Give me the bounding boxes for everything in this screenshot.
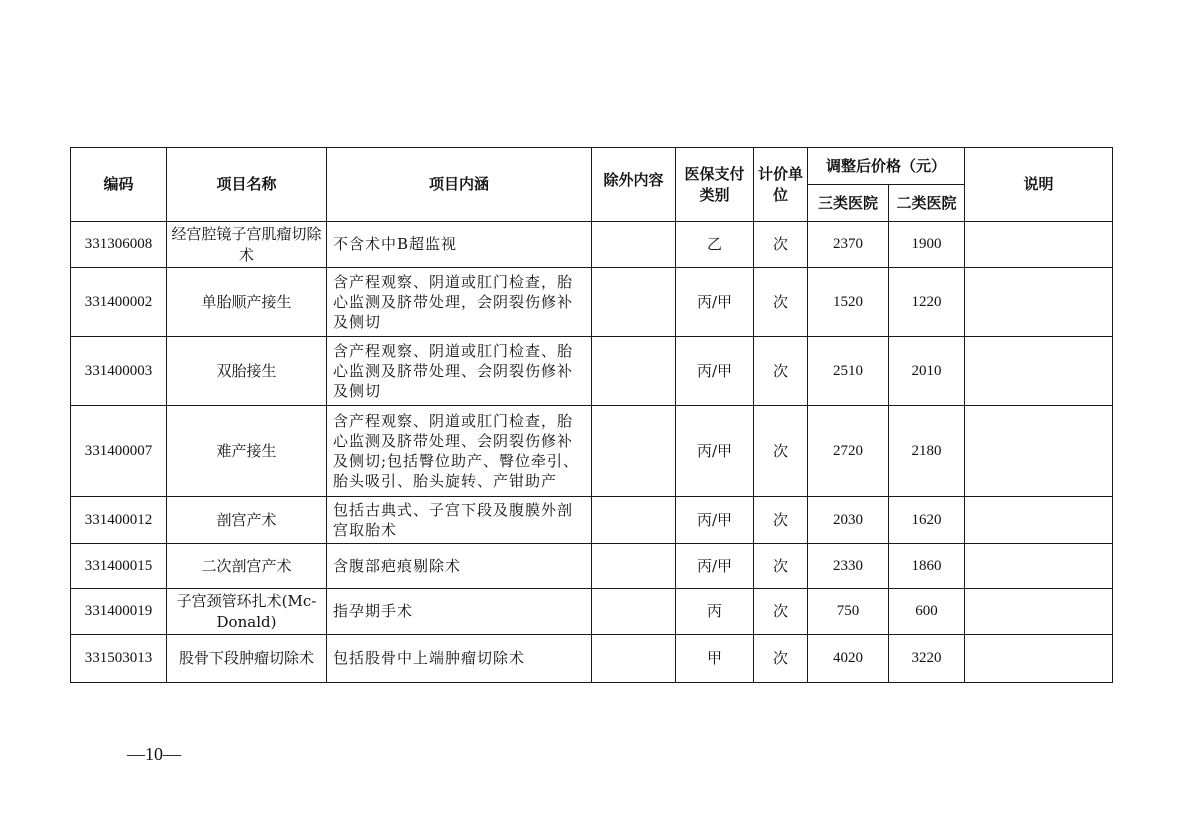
header-name: 项目名称: [167, 148, 327, 222]
cell-tier3-price: 1520: [808, 268, 889, 337]
cell-code: 331503013: [71, 635, 167, 683]
cell-unit: 次: [754, 406, 808, 497]
cell-exclusion: [592, 222, 676, 268]
cell-insurance: 丙/甲: [676, 497, 754, 544]
cell-tier2-price: 2180: [889, 406, 965, 497]
header-tier3: 三类医院: [808, 185, 889, 222]
cell-content: 含产程观察、阴道或肛门检查，胎心监测及脐带处理，会阴裂伤修补及侧切: [327, 268, 592, 337]
cell-tier2-price: 1620: [889, 497, 965, 544]
header-insurance: 医保支付类别: [676, 148, 754, 222]
cell-insurance: 丙/甲: [676, 268, 754, 337]
cell-name: 难产接生: [167, 406, 327, 497]
table-body: [71, 222, 1113, 683]
cell-name: 股骨下段肿瘤切除术: [167, 635, 327, 683]
cell-code: 331400012: [71, 497, 167, 544]
cell-note: [965, 337, 1113, 406]
cell-tier3-price: 2370: [808, 222, 889, 268]
cell-note: [965, 589, 1113, 635]
cell-unit: 次: [754, 497, 808, 544]
cell-note: [965, 497, 1113, 544]
table-row: [71, 635, 1113, 683]
cell-code: 331400007: [71, 406, 167, 497]
header-note: 说明: [965, 148, 1113, 222]
cell-tier3-price: 2030: [808, 497, 889, 544]
cell-exclusion: [592, 589, 676, 635]
cell-unit: 次: [754, 268, 808, 337]
table-row: [71, 589, 1113, 635]
cell-tier3-price: 2330: [808, 544, 889, 589]
table-row: [71, 406, 1113, 497]
cell-note: [965, 222, 1113, 268]
cell-tier2-price: 2010: [889, 337, 965, 406]
cell-tier2-price: 1220: [889, 268, 965, 337]
cell-name: 子宫颈管环扎术(Mc-Donald): [167, 589, 327, 635]
cell-unit: 次: [754, 544, 808, 589]
cell-unit: 次: [754, 222, 808, 268]
cell-insurance: 丙: [676, 589, 754, 635]
cell-tier2-price: 600: [889, 589, 965, 635]
cell-exclusion: [592, 337, 676, 406]
cell-content: 包括古典式、子宫下段及腹膜外剖宫取胎术: [327, 497, 592, 544]
cell-content: 指孕期手术: [327, 589, 592, 635]
cell-tier2-price: 1860: [889, 544, 965, 589]
fee-table: [70, 147, 1113, 683]
cell-name: 二次剖宫产术: [167, 544, 327, 589]
header-price-group: 调整后价格（元）: [808, 148, 965, 185]
cell-content: 含产程观察、阴道或肛门检查、胎心监测及脐带处理、会阴裂伤修补及侧切: [327, 337, 592, 406]
header-exclusion: 除外内容: [592, 148, 676, 222]
cell-code: 331400019: [71, 589, 167, 635]
header-tier2: 二类医院: [889, 185, 965, 222]
cell-note: [965, 544, 1113, 589]
table-row: [71, 268, 1113, 337]
header-unit: 计价单位: [754, 148, 808, 222]
cell-code: 331400015: [71, 544, 167, 589]
cell-name: 剖宫产术: [167, 497, 327, 544]
cell-insurance: 丙/甲: [676, 337, 754, 406]
cell-code: 331400002: [71, 268, 167, 337]
cell-insurance: 甲: [676, 635, 754, 683]
cell-content: 包括股骨中上端肿瘤切除术: [327, 635, 592, 683]
table-row: [71, 497, 1113, 544]
cell-note: [965, 635, 1113, 683]
cell-tier3-price: 2510: [808, 337, 889, 406]
cell-exclusion: [592, 635, 676, 683]
cell-insurance: 丙/甲: [676, 406, 754, 497]
table-row: [71, 544, 1113, 589]
cell-unit: 次: [754, 589, 808, 635]
cell-name: 经宫腔镜子宫肌瘤切除术: [167, 222, 327, 268]
cell-name: 单胎顺产接生: [167, 268, 327, 337]
header-content: 项目内涵: [327, 148, 592, 222]
cell-tier3-price: 4020: [808, 635, 889, 683]
cell-code: 331306008: [71, 222, 167, 268]
cell-code: 331400003: [71, 337, 167, 406]
table-row: [71, 222, 1113, 268]
cell-insurance: 乙: [676, 222, 754, 268]
cell-tier2-price: 3220: [889, 635, 965, 683]
header-code: 编码: [71, 148, 167, 222]
cell-content: 含产程观察、阴道或肛门检查，胎心监测及脐带处理、会阴裂伤修补及侧切;包括臀位助产、臀位牵引、胎头吸引、胎头旋转、产钳助产: [327, 406, 592, 497]
cell-tier3-price: 750: [808, 589, 889, 635]
page-number: —10—: [127, 744, 181, 764]
cell-tier2-price: 1900: [889, 222, 965, 268]
cell-content: 含腹部疤痕剔除术: [327, 544, 592, 589]
cell-unit: 次: [754, 337, 808, 406]
table-row: [71, 337, 1113, 406]
cell-exclusion: [592, 497, 676, 544]
cell-exclusion: [592, 406, 676, 497]
table-header: [71, 148, 1113, 222]
cell-note: [965, 406, 1113, 497]
cell-content: 不含术中B超监视: [327, 222, 592, 268]
cell-insurance: 丙/甲: [676, 544, 754, 589]
cell-exclusion: [592, 268, 676, 337]
cell-name: 双胎接生: [167, 337, 327, 406]
cell-unit: 次: [754, 635, 808, 683]
cell-note: [965, 268, 1113, 337]
cell-exclusion: [592, 544, 676, 589]
cell-tier3-price: 2720: [808, 406, 889, 497]
